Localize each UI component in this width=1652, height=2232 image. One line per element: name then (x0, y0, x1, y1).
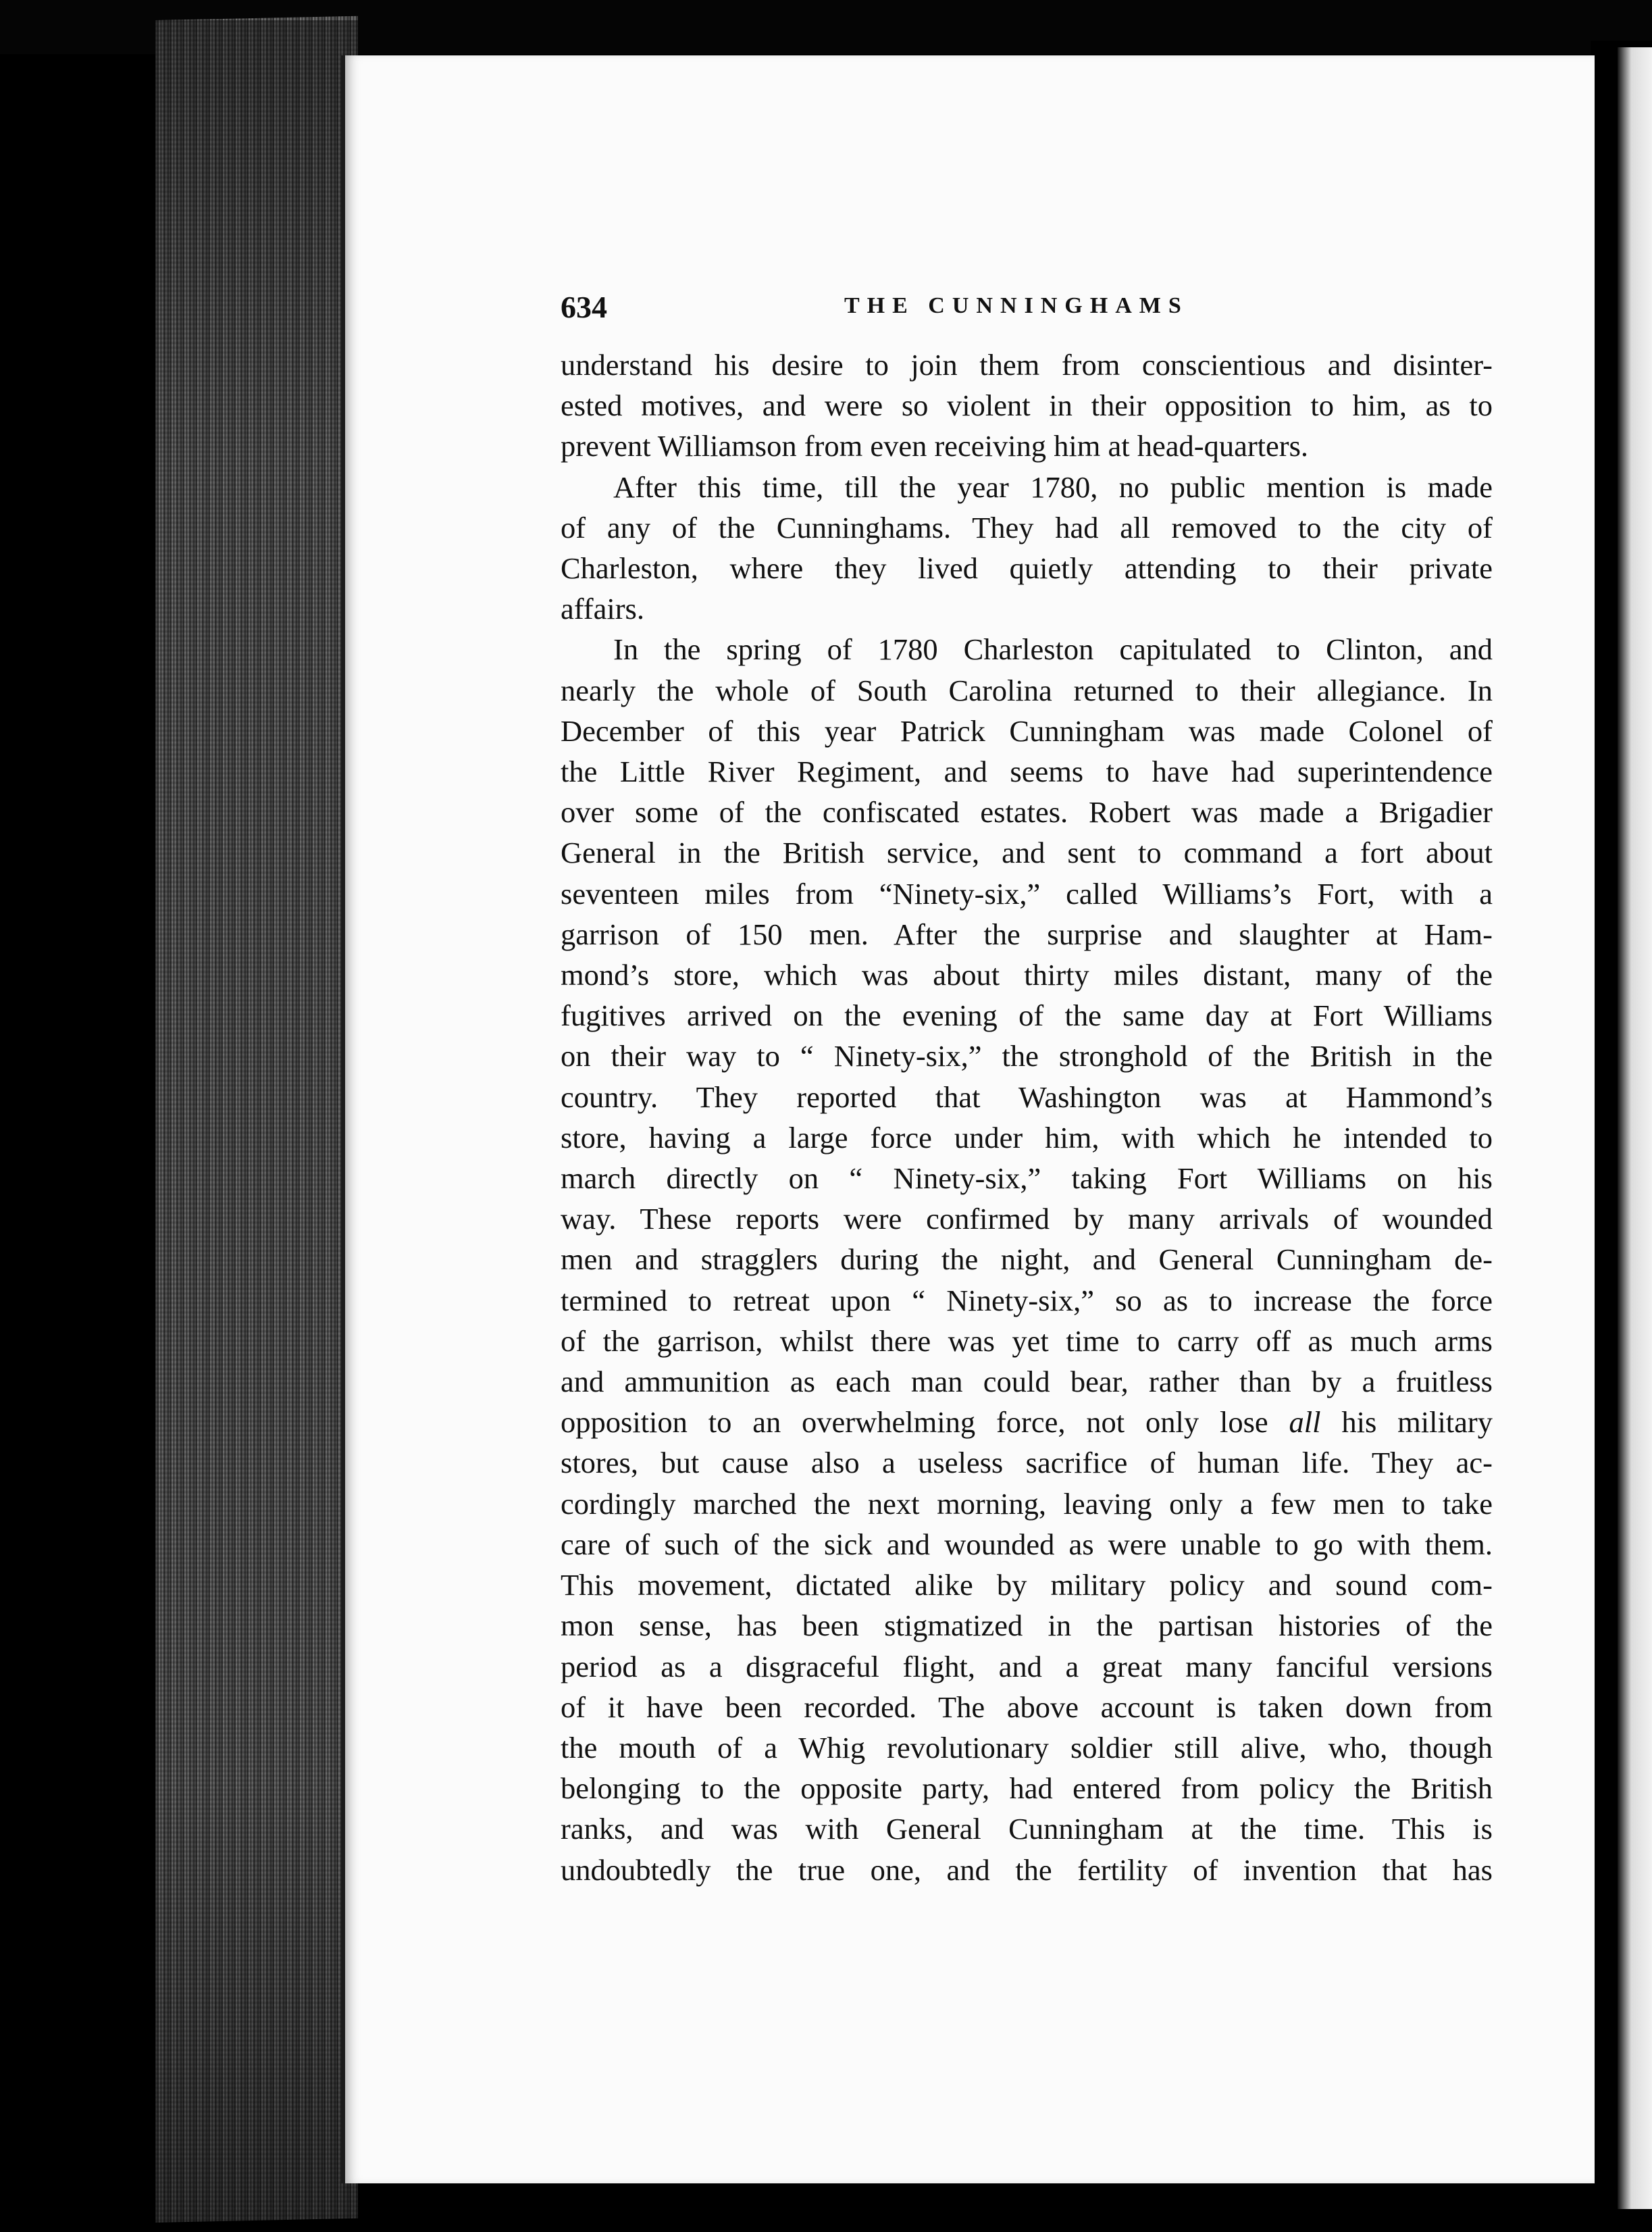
text-line: mond’s store, which was about thirty miles distant, many of the (561, 958, 1493, 992)
body-text (561, 345, 1493, 1890)
facing-page-edge (1618, 47, 1652, 2209)
text-line: December of this year Patrick Cunningham was made Colonel of (561, 713, 1493, 748)
text-line: termined to retreat upon “ Ninety-six,” so as to increase the force (561, 1283, 1493, 1317)
text-line: over some of the confiscated estates. Robert was made a Brigadier (561, 795, 1493, 830)
text-line: nearly the whole of South Carolina returned to their allegiance. In (561, 673, 1493, 707)
text-line: march directly on “ Ninety-six,” taking Fort Williams on his (561, 1161, 1493, 1196)
text-line: prevent Williamson from even receiving him at head-quarters. (561, 429, 1309, 463)
text-line: opposition to an overwhelming force, not only lose all his military (561, 1405, 1493, 1440)
text-line: In the spring of 1780 Charleston capitulated to Clinton, and (613, 632, 1493, 667)
text-line: Charleston, where they lived quietly attending to their private (561, 551, 1493, 586)
text-line: garrison of 150 men. After the surprise and slaughter at Ham- (561, 917, 1493, 951)
running-head: THE CUNNINGHAMS (844, 293, 1189, 318)
text-line: ranks, and was with General Cunningham at the time. This is (561, 1812, 1493, 1846)
text-line: and ammunition as each man could bear, rather than by a fruitless (561, 1365, 1493, 1399)
page-number: 634 (561, 290, 607, 324)
text-line: stores, but cause also a useless sacrifice of human life. They ac- (561, 1446, 1493, 1480)
text-line: After this time, till the year 1780, no public mention is made (613, 470, 1493, 504)
text-line: way. These reports were confirmed by many arrivals of wounded (561, 1202, 1493, 1236)
book-page-edge-shade (155, 20, 358, 2223)
text-line: of the garrison, whilst there was yet time to carry off as much arms (561, 1323, 1493, 1358)
text-line: care of such of the sick and wounded as were unable to go with them. (561, 1527, 1493, 1561)
text-line: on their way to “ Ninety-six,” the stronghold of the British in the (561, 1039, 1493, 1073)
text-line: of it have been recorded. The above account is taken down from (561, 1690, 1493, 1724)
text-line: the mouth of a Whig revolutionary soldier still alive, who, though (561, 1730, 1493, 1765)
text-line: General in the British service, and sent to command a fort about (561, 836, 1493, 870)
text-line: fugitives arrived on the evening of the same day at Fort Williams (561, 998, 1493, 1033)
text-line: men and stragglers during the night, and General Cunningham de- (561, 1242, 1493, 1277)
text-line: of any of the Cunninghams. They had all removed to the city of (561, 510, 1493, 544)
text-line: mon sense, has been stigmatized in the partisan histories of the (561, 1608, 1493, 1643)
text-line: country. They reported that Washington was at Hammond’s (561, 1080, 1493, 1114)
text-line: undoubtedly the true one, and the fertility of invention that has (561, 1852, 1493, 1887)
text-line: This movement, dictated alike by military policy and sound com- (561, 1568, 1493, 1602)
text-line: ested motives, and were so violent in their opposition to him, as to (561, 388, 1493, 423)
text-line: seventeen miles from “Ninety-six,” called Williams’s Fort, with a (561, 876, 1493, 911)
text-line: understand his desire to join them from conscientious and disinter- (561, 348, 1493, 382)
text-line: period as a disgraceful flight, and a great many fanciful versions (561, 1649, 1493, 1683)
text-line: cordingly marched the next morning, leaving only a few men to take (561, 1486, 1493, 1521)
text-line: store, having a large force under him, with which he intended to (561, 1120, 1493, 1155)
page-header (561, 289, 1506, 330)
text-line: the Little River Regiment, and seems to have had superintendence (561, 755, 1493, 789)
text-line: belonging to the opposite party, had entered from policy the British (561, 1771, 1493, 1806)
text-line: affairs. (561, 592, 644, 626)
italic-word: all (1289, 1405, 1321, 1440)
